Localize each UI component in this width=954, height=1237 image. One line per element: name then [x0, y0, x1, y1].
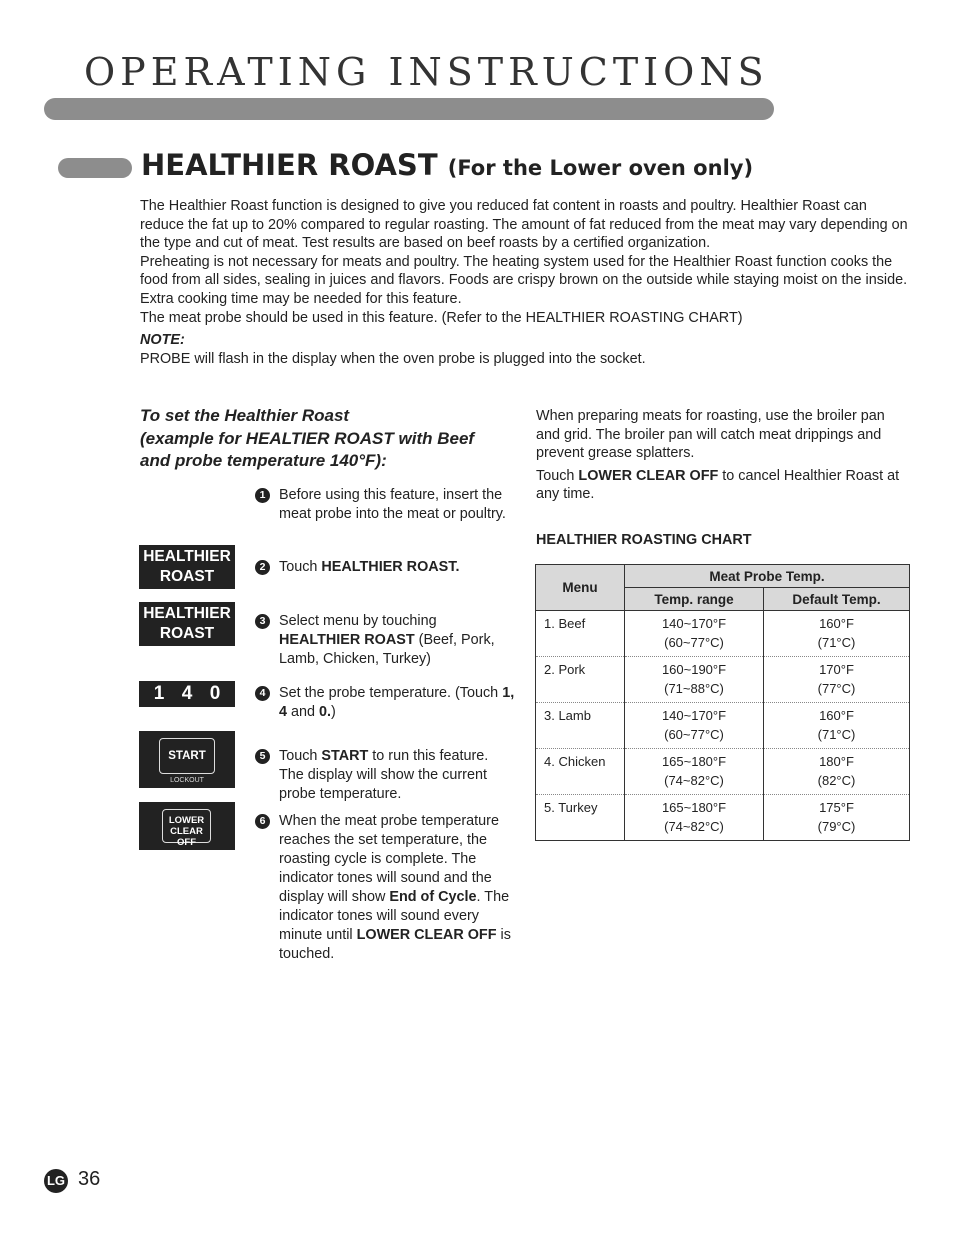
default-cell: 160°F (71°C) [764, 703, 910, 749]
right-column-text [536, 407, 911, 504]
step-3 [255, 612, 515, 669]
intro-paragraph: Preheating is not necessary for meats and poultry. The heating system used for the Healthier Roast function cooks the food from all sides, sealing in juices and flavors. Foods are crispy brown on the outside while staying moist on the inside. Extra cooking time may be needed for this feature. [140, 253, 908, 307]
section-title-sub: (For the Lower oven only) [447, 156, 754, 180]
healthier-roast-key [139, 545, 235, 589]
intro-paragraph: The Healthier Roast function is designed to give you reduced fat content in roasts and poultry. Healthier Roast can reduce the fat up to 20% compared to regular roasting. The amount of fat reduced from the meat may vary depending on the type and cut of meat. Test results are based on beef roasts by a certified organization. [140, 198, 908, 252]
healthier-roasting-chart [535, 564, 910, 841]
start-key-label: START [159, 738, 215, 774]
step-6 [255, 812, 515, 964]
key-label: CLEAR OFF [170, 826, 203, 848]
menu-cell: 2. Pork [536, 657, 625, 703]
section-marker [58, 158, 132, 178]
key-label: HEALTHIER [143, 548, 231, 565]
chart-title: HEALTHIER ROASTING CHART [536, 532, 752, 548]
intro-paragraph: The meat probe should be used in this feature. (Refer to the HEALTHIER ROASTING CHART) [140, 309, 743, 326]
lower-clear-off-key [139, 802, 235, 850]
default-cell: 160°F (71°C) [764, 611, 910, 657]
key-label: LOWER [168, 815, 205, 826]
step-text: Touch START to run this feature. The display will show the current probe temperature. [279, 748, 489, 802]
range-cell: 165~180°F (74~82°C) [625, 795, 764, 841]
key-label: ROAST [159, 568, 215, 585]
table-row [536, 795, 910, 841]
step-4 [255, 684, 515, 722]
column-header-group: Meat Probe Temp. [625, 565, 910, 588]
procedure-heading-line: (example for HEALTIER ROAST with Beef [140, 428, 475, 448]
column-header-range: Temp. range [625, 588, 764, 611]
range-cell: 165~180°F (74~82°C) [625, 749, 764, 795]
default-cell: 170°F (77°C) [764, 657, 910, 703]
step-text: When the meat probe temperature reaches the set temperature, the roasting cycle is complete. The indicator tones will sound and the display will show End of Cycle. The indicator tones will sound every minute until LOWER CLEAR OFF is touched. [279, 813, 511, 962]
menu-cell: 4. Chicken [536, 749, 625, 795]
procedure-heading [140, 405, 520, 473]
menu-cell: 1. Beef [536, 611, 625, 657]
step-text: Select menu by touching HEALTHIER ROAST (Beef, Pork, Lamb, Chicken, Turkey) [279, 613, 495, 667]
step-5 [255, 747, 515, 804]
step-2 [255, 558, 515, 577]
default-cell: 175°F (79°C) [764, 795, 910, 841]
note-text: PROBE will flash in the display when the oven probe is plugged into the socket. [140, 350, 646, 367]
procedure-heading-line: and probe temperature 140°F): [140, 451, 387, 470]
step-number: 4 [255, 686, 270, 701]
table-row [536, 703, 910, 749]
cancel-tip: Touch LOWER CLEAR OFF to cancel Healthier Roast at any time. [536, 467, 900, 503]
step-number: 2 [255, 560, 270, 575]
broiler-pan-tip: When preparing meats for roasting, use the broiler pan and grid. The broiler pan will catch meat drippings and prevent grease splatters. [536, 408, 885, 462]
start-key [139, 731, 235, 788]
step-number: 6 [255, 814, 270, 829]
step-text: Before using this feature, insert the meat probe into the meat or poultry. [279, 487, 506, 522]
table-row [536, 657, 910, 703]
step-number: 3 [255, 614, 270, 629]
step-1 [255, 486, 515, 524]
page-header-title: OPERATING INSTRUCTIONS [84, 50, 769, 94]
section-title-main: HEALTHIER ROAST [141, 148, 438, 182]
column-header-menu: Menu [536, 565, 625, 611]
intro-text [140, 197, 910, 368]
header-bar [44, 98, 774, 120]
lg-logo-icon: LG [44, 1169, 68, 1193]
range-cell: 140~170°F (60~77°C) [625, 703, 764, 749]
menu-cell: 3. Lamb [536, 703, 625, 749]
lockout-label: LOCKOUT [170, 777, 204, 784]
digit-key: 1 [153, 683, 165, 704]
default-cell: 180°F (82°C) [764, 749, 910, 795]
step-number: 5 [255, 749, 270, 764]
number-keys [139, 681, 235, 707]
digit-key: 4 [181, 683, 193, 704]
range-cell: 160~190°F (71~88°C) [625, 657, 764, 703]
key-label: HEALTHIER [143, 605, 231, 622]
procedure-heading-line: To set the Healthier Roast [140, 406, 350, 425]
section-title [141, 148, 753, 182]
lower-clear-off-label [162, 809, 211, 848]
step-number: 1 [255, 488, 270, 503]
menu-cell: 5. Turkey [536, 795, 625, 841]
digit-key: 0 [209, 683, 221, 704]
healthier-roast-key [139, 602, 235, 646]
step-text: Touch HEALTHIER ROAST. [279, 559, 460, 575]
step-text: Set the probe temperature. (Touch 1, 4 and 0.) [279, 685, 515, 720]
key-label: ROAST [159, 625, 215, 642]
range-cell: 140~170°F (60~77°C) [625, 611, 764, 657]
column-header-default: Default Temp. [764, 588, 910, 611]
table-row [536, 611, 910, 657]
table-row [536, 749, 910, 795]
page-number: 36 [78, 1168, 101, 1190]
note-label: NOTE: [140, 332, 185, 349]
